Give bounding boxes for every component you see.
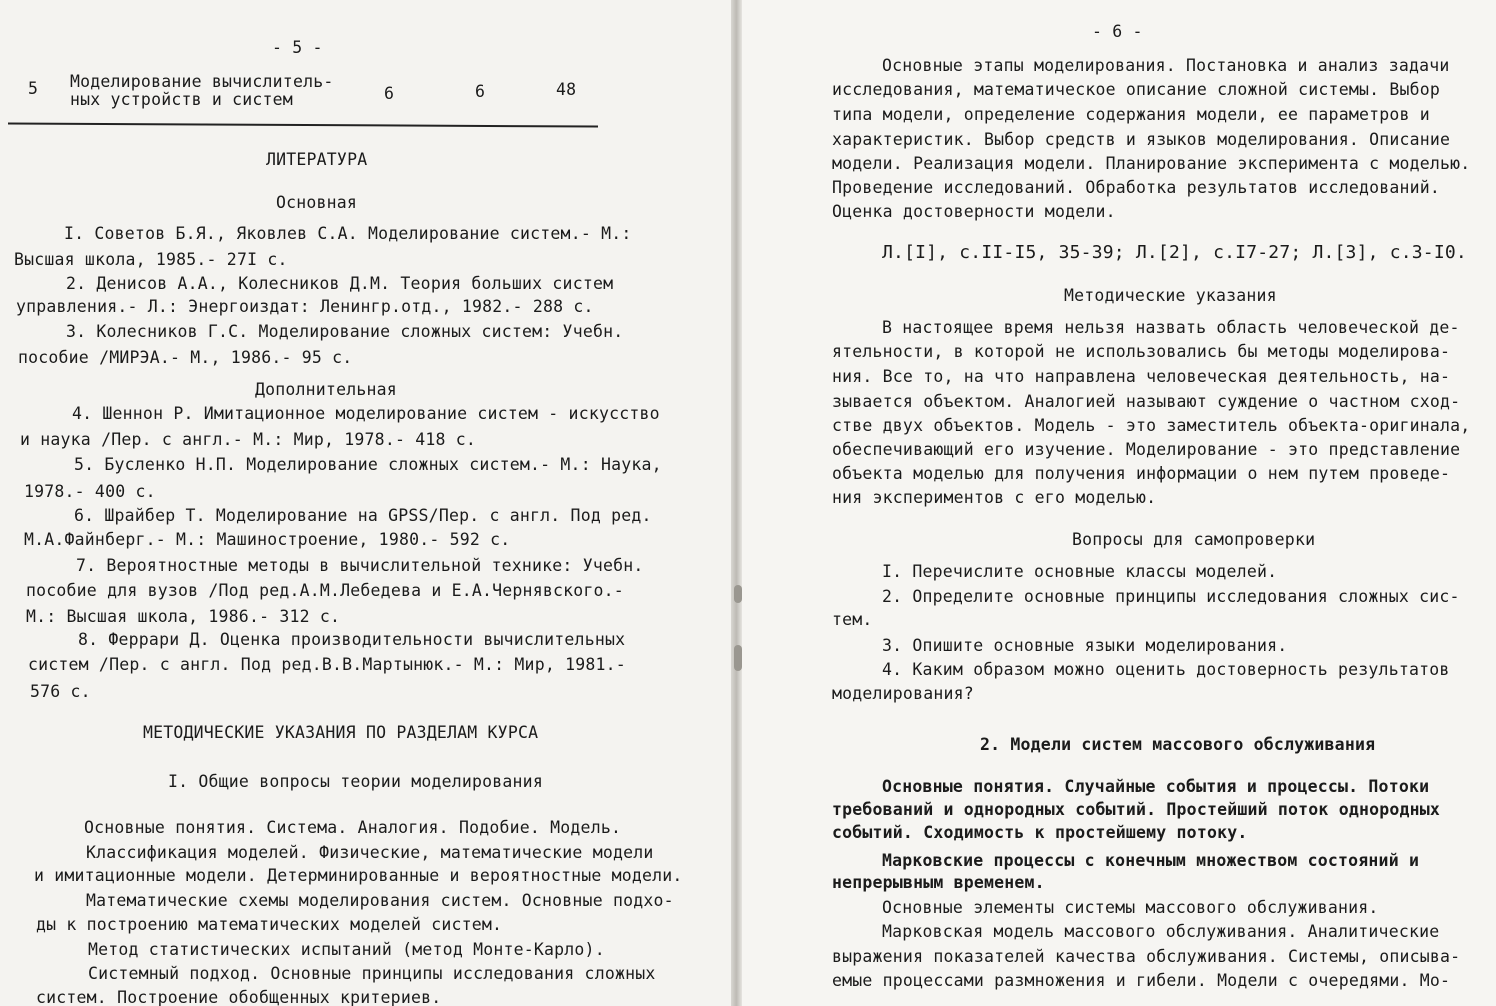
text-line: модели. Реализация модели. Планирование эксперимента с моделью.	[832, 154, 1471, 173]
text-line: зывается объектом. Аналогией называют суждение о частном сход-	[832, 392, 1461, 411]
method-heading: Методические указания	[1064, 286, 1277, 305]
text-line: В настоящее время нельзя назвать область человеческой де-	[882, 318, 1460, 337]
binding-stitch	[734, 585, 742, 603]
text-line: событий. Сходимость к простейшему потоку.	[832, 823, 1248, 842]
left-page	[0, 0, 732, 1006]
questions-heading: Вопросы для самопроверки	[1072, 530, 1316, 549]
reference-line: 7. Вероятностные методы в вычислительной технике: Учебн.	[76, 556, 644, 575]
text-line: обеспечивающий его изучение. Моделирование - это представление	[832, 440, 1461, 459]
list-item: 2. Определите основные принципы исследования сложных сис-	[882, 587, 1460, 606]
list-item: 3. Опишите основные языки моделирования.	[882, 636, 1288, 655]
text-line: ды к построению математических моделей систем.	[36, 915, 503, 934]
binding-stitch	[734, 645, 742, 671]
text-line: Математические схемы моделирования систем. Основные подхо-	[86, 891, 674, 910]
text-line: емые процессами размножения и гибели. Модели с очередями. Мо-	[832, 971, 1451, 990]
table-cell: 48	[556, 80, 577, 99]
literature-heading: ЛИТЕРАТУРА	[266, 150, 368, 169]
reference-line: пособие для вузов /Под ред.А.М.Лебедева и Е.А.Чернявского.-	[26, 581, 624, 600]
reference-line: I. Советов Б.Я., Яковлев С.А. Моделирование систем.- М.:	[64, 224, 632, 243]
text-line: объекта моделью для получения информации о нем путем проведе-	[832, 464, 1451, 483]
reference-line: 576 с.	[30, 682, 91, 701]
text-line: систем. Построение обобщенных критериев.	[36, 988, 442, 1006]
text-line: Основные этапы моделирования. Постановка и анализ задачи	[882, 56, 1450, 75]
text-line: и имитационные модели. Детерминированные и вероятностные модели.	[34, 866, 683, 885]
reference-line: 6. Шрайбер Т. Моделирование на GPSS/Пер. с англ. Под ред.	[74, 506, 652, 525]
text-line: Оценка достоверности модели.	[832, 202, 1116, 221]
list-item: тем.	[832, 610, 873, 629]
text-line: выражения показателей качества обслуживания. Системы, описыва-	[832, 947, 1461, 966]
text-line: Классификация моделей. Физические, математические модели	[86, 843, 654, 862]
table-cell: 6	[384, 84, 395, 103]
reference-line: 4. Шеннон Р. Имитационное моделирование систем - искусство	[72, 404, 660, 423]
reference-line: М.А.Файнберг.- М.: Машиностроение, 1980.- 592 с.	[24, 530, 511, 549]
text-line: ятельности, в которой не использовались бы методы моделирова-	[832, 342, 1451, 361]
text-line: Метод статистических испытаний (метод Монте-Карло).	[88, 940, 605, 959]
reference-line: М.: Высшая школа, 1986.- 312 с.	[26, 607, 341, 626]
reference-line: Высшая школа, 1985.- 27I с.	[14, 250, 288, 269]
text-line: типа модели, определение содержания модели, ее параметров и	[832, 105, 1430, 124]
text-line: ния. Все то, на что направлена человеческая деятельность, на-	[832, 367, 1451, 386]
right-page	[742, 0, 1496, 1006]
section-1-heading: I. Общие вопросы теории моделирования	[168, 772, 543, 791]
list-item: моделирования?	[832, 684, 974, 703]
text-line: Марковские процессы с конечным множеством состояний и	[882, 851, 1420, 870]
list-item: I. Перечислите основные классы моделей.	[882, 562, 1278, 581]
reference-line: пособие /МИРЭА.- М., 1986.- 95 с.	[18, 348, 353, 367]
reference-line: 5. Бусленко Н.П. Моделирование сложных систем.- М.: Наука,	[74, 455, 662, 474]
text-line: стве двух объектов. Модель - это заместитель объекта-оригинала,	[832, 416, 1471, 435]
reference-line: 2. Денисов А.А., Колесников Д.М. Теория больших систем	[66, 274, 614, 293]
page-number: - 5 -	[272, 38, 323, 57]
extra-literature-heading: Дополнительная	[255, 380, 397, 399]
text-line: ния экспериментов с его моделью.	[832, 488, 1157, 507]
text-line: Марковская модель массового обслуживания. Аналитические	[882, 922, 1440, 941]
text-line: Основные понятия. Система. Аналогия. Подобие. Модель.	[84, 818, 622, 837]
text-line: требований и однородных событий. Простейший поток однородных	[832, 800, 1441, 819]
text-line: Проведение исследований. Обработка результатов исследований.	[832, 178, 1441, 197]
text-line: Основные элементы системы массового обслуживания.	[882, 898, 1379, 917]
list-item: 4. Каким образом можно оценить достоверность результатов	[882, 660, 1450, 679]
table-rule	[8, 122, 598, 127]
section-2-heading: 2. Модели систем массового обслуживания	[980, 735, 1376, 754]
table-row-title: ных устройств и систем	[70, 90, 293, 109]
method-heading: МЕТОДИЧЕСКИЕ УКАЗАНИЯ ПО РАЗДЕЛАМ КУРСА	[143, 723, 539, 742]
page-number: - 6 -	[1092, 22, 1143, 41]
text-line: Системный подход. Основные принципы исследования сложных	[88, 964, 656, 983]
table-row-number: 5	[28, 79, 39, 98]
table-cell: 6	[475, 82, 486, 101]
reference-line: управления.- Л.: Энергоиздат: Ленингр.отд., 1982.- 288 с.	[16, 297, 594, 316]
text-line: Основные понятия. Случайные события и процессы. Потоки	[882, 777, 1430, 796]
table-row-title: Моделирование вычислитель-	[70, 72, 334, 91]
reference-line: систем /Пер. с англ. Под ред.В.В.Мартынюк.- М.: Мир, 1981.-	[28, 655, 626, 674]
text-line: исследования, математическое описание сложной системы. Выбор	[832, 80, 1441, 99]
main-literature-heading: Основная	[276, 193, 358, 212]
reference-line: 8. Феррари Д. Оценка производительности вычислительных	[78, 630, 626, 649]
reference-line: 1978.- 400 с.	[24, 482, 156, 501]
text-line: непрерывным временем.	[832, 873, 1045, 892]
references-line: Л.[I], с.II-I5, 35-39; Л.[2], с.I7-27; Л.[3], с.3-I0.	[882, 242, 1467, 263]
reference-line: 3. Колесников Г.С. Моделирование сложных систем: Учебн.	[66, 322, 624, 341]
text-line: характеристик. Выбор средств и языков моделирования. Описание	[832, 130, 1451, 149]
reference-line: и наука /Пер. с англ.- М.: Мир, 1978.- 418 с.	[20, 430, 477, 449]
